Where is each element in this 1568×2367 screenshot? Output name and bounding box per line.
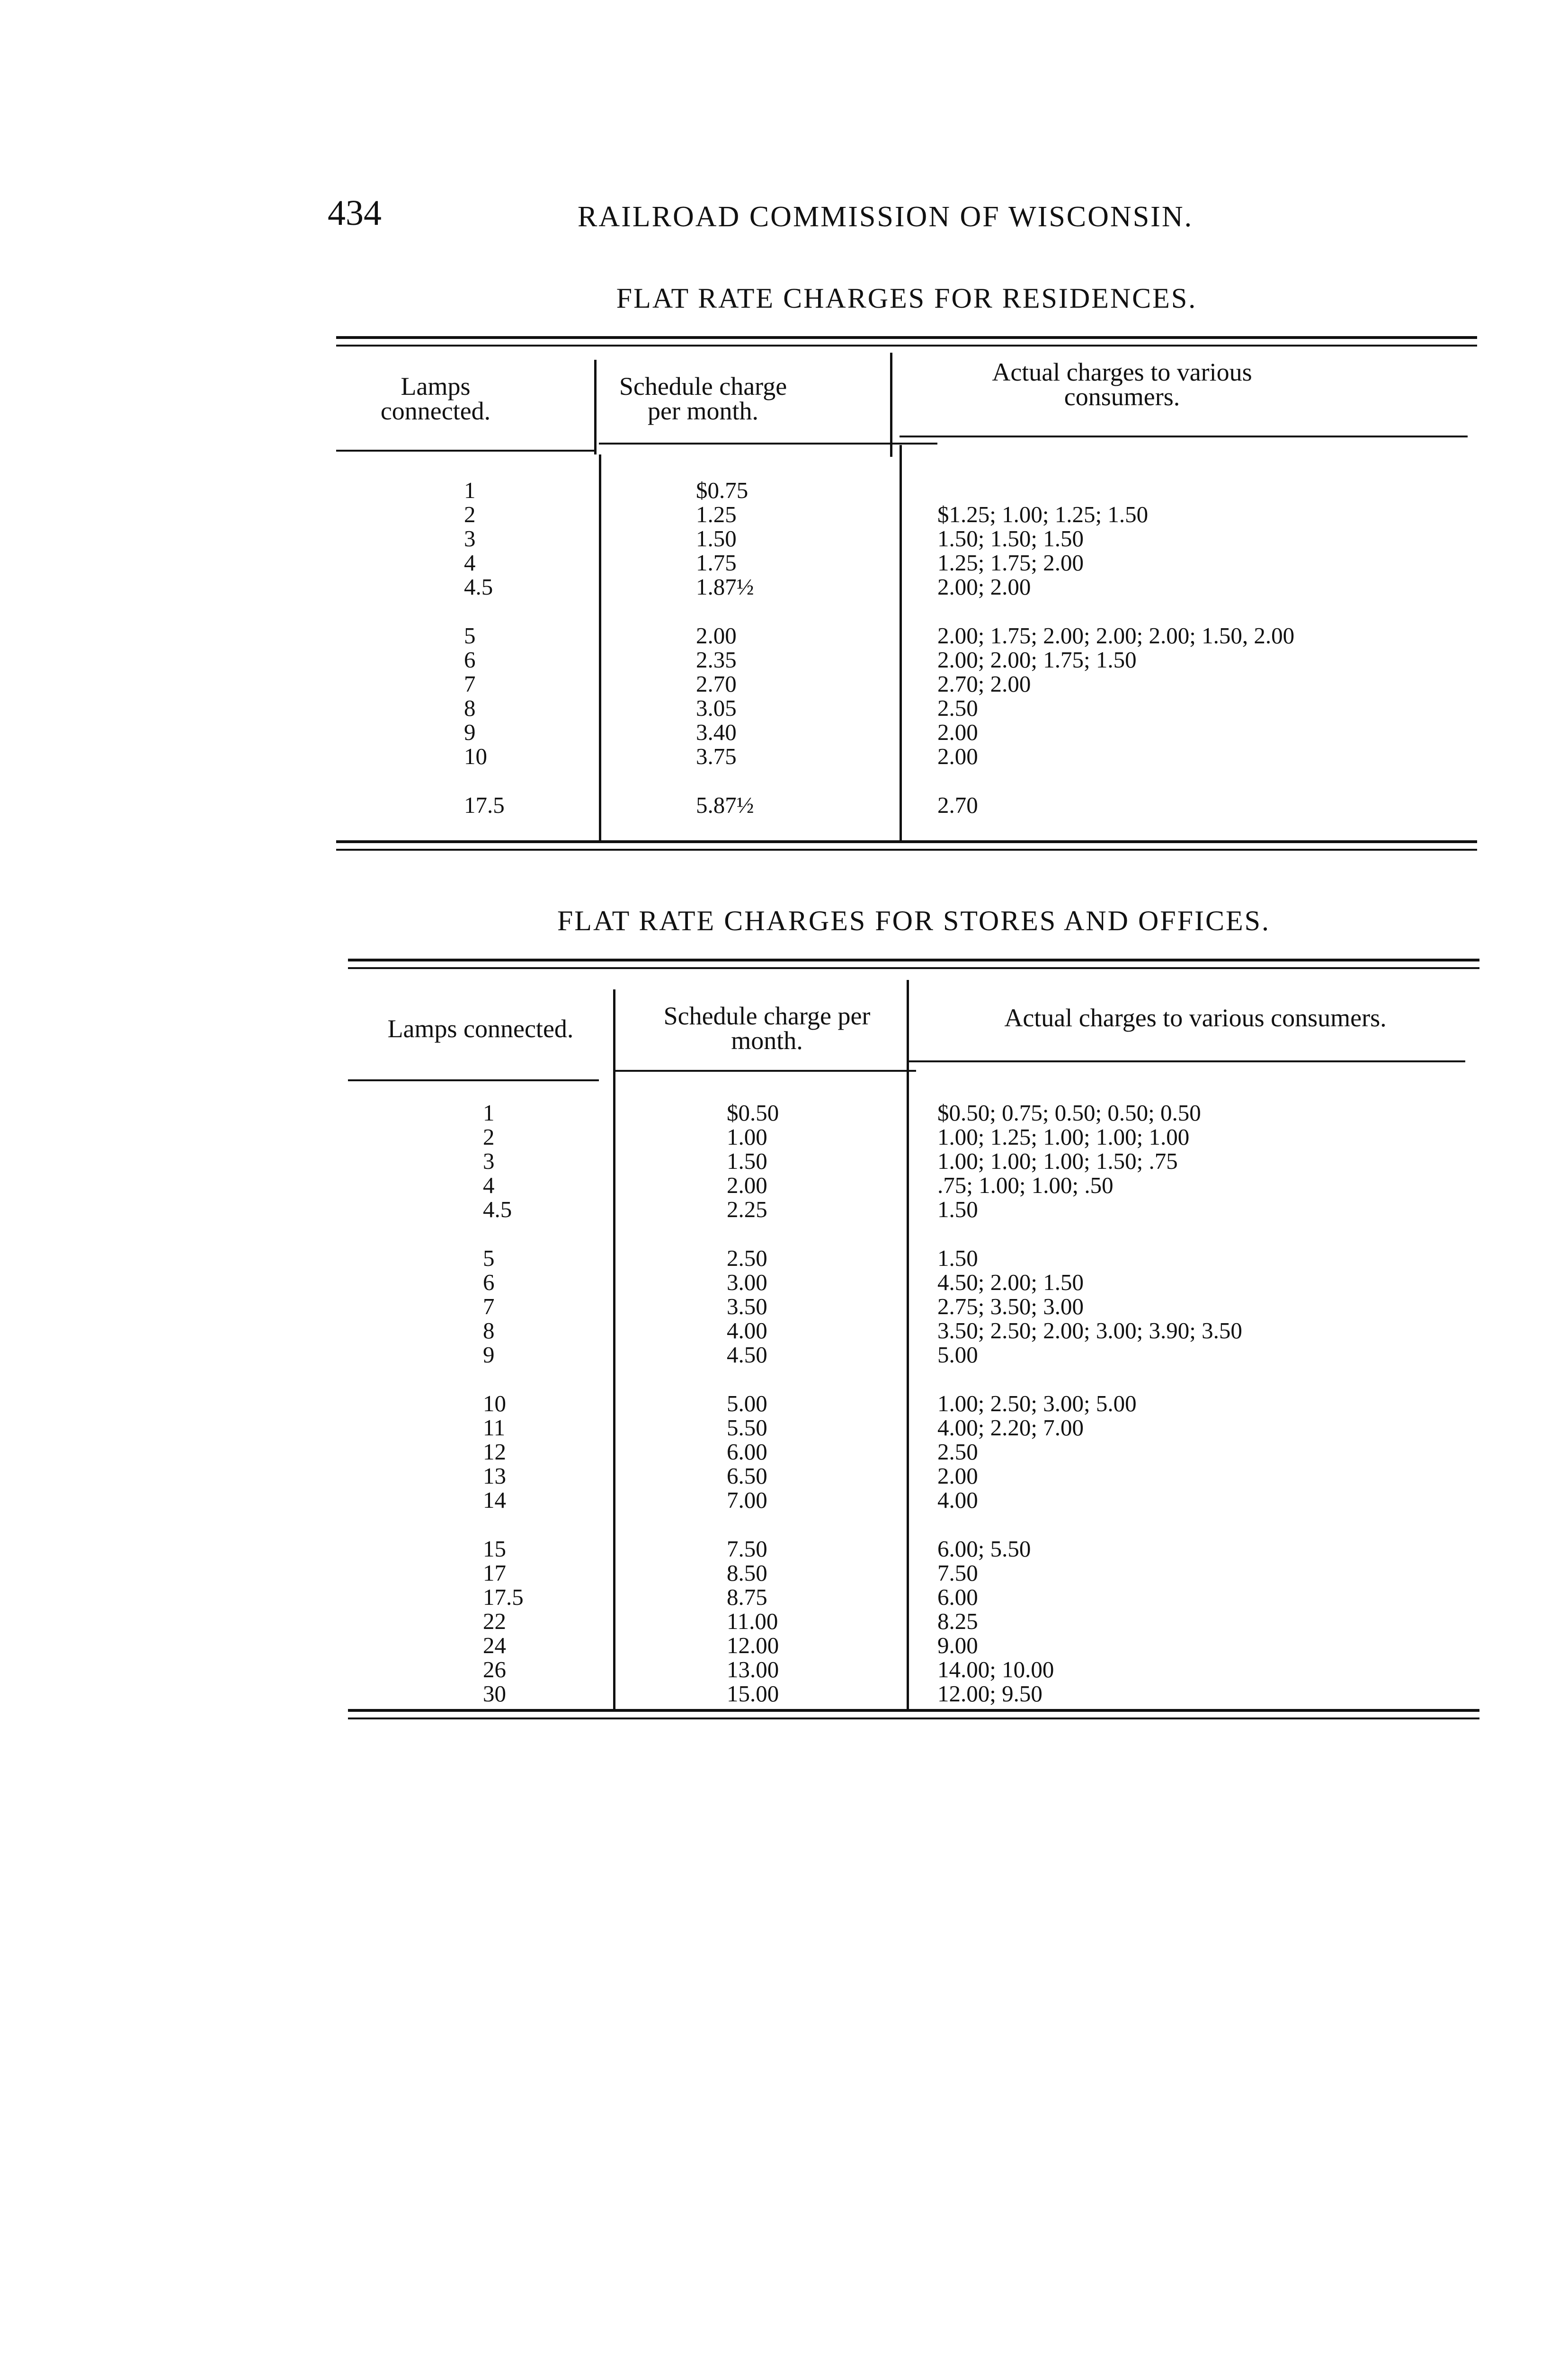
running-title: RAILROAD COMMISSION OF WISCONSIN. [578, 201, 1194, 233]
schedule-cell: 5.87½ [696, 792, 754, 818]
table-row [348, 1633, 1479, 1657]
table-row [336, 526, 1477, 551]
header-underline-lamps [348, 1079, 599, 1081]
table-row [336, 478, 1477, 502]
top-rule-2 [336, 345, 1477, 347]
lamps-cell: 22 [483, 1608, 506, 1634]
schedule-cell: 2.70 [696, 671, 737, 697]
actual-cell: 2.00 [937, 719, 978, 745]
residences-title: FLAT RATE CHARGES FOR RESIDENCES. [616, 283, 1197, 314]
schedule-cell: 6.00 [727, 1439, 767, 1465]
schedule-cell: 4.00 [727, 1317, 767, 1344]
lamps-cell: 12 [483, 1439, 506, 1465]
schedule-cell: 8.50 [727, 1560, 767, 1586]
table-row [348, 1488, 1479, 1512]
lamps-cell: 10 [483, 1390, 506, 1416]
header-underline-schedule [613, 1070, 916, 1072]
lamps-cell: 10 [464, 743, 487, 769]
top-rule [336, 336, 1477, 339]
schedule-cell: 2.25 [727, 1196, 767, 1222]
actual-cell: 4.00 [937, 1487, 978, 1513]
actual-cell: 2.00 [937, 743, 978, 769]
schedule-cell: 15.00 [727, 1681, 779, 1707]
lamps-cell: 2 [464, 501, 476, 527]
actual-cell: 6.00 [937, 1584, 978, 1610]
actual-cell: 8.25 [937, 1608, 978, 1634]
actual-cell: 5.00 [937, 1342, 978, 1368]
lamps-cell: 11 [483, 1415, 506, 1441]
header-underline-actual [900, 436, 1468, 437]
table-row [348, 1125, 1479, 1149]
actual-cell: 2.50 [937, 695, 978, 721]
actual-cell: 7.50 [937, 1560, 978, 1586]
actual-cell: 2.50 [937, 1439, 978, 1465]
header-underline-actual [907, 1060, 1465, 1062]
actual-cell: 2.00; 1.75; 2.00; 2.00; 2.00; 1.50, 2.00 [937, 623, 1295, 649]
page-header [0, 187, 1568, 239]
schedule-cell: 2.50 [727, 1245, 767, 1271]
table-row [348, 1318, 1479, 1343]
schedule-cell: 3.40 [696, 719, 737, 745]
schedule-cell: 3.05 [696, 695, 737, 721]
schedule-cell: $0.50 [727, 1100, 779, 1126]
table-row [336, 502, 1477, 526]
table-row [348, 1391, 1479, 1415]
schedule-cell: 7.00 [727, 1487, 767, 1513]
table-row [348, 1149, 1479, 1173]
schedule-cell: 1.87½ [696, 574, 754, 600]
column-header-actual: Actual charges to various consumers. [1004, 1004, 1387, 1032]
actual-cell: $0.50; 0.75; 0.50; 0.50; 0.50 [937, 1100, 1201, 1126]
table-row [348, 1343, 1479, 1367]
schedule-cell: 2.35 [696, 647, 737, 673]
actual-cell: 14.00; 10.00 [937, 1656, 1054, 1682]
lamps-cell: 6 [483, 1269, 495, 1295]
bottom-rule [348, 1709, 1479, 1712]
table-row [348, 1464, 1479, 1488]
table-row [336, 551, 1477, 575]
actual-cell: 4.50; 2.00; 1.50 [937, 1269, 1084, 1295]
table-row [348, 1657, 1479, 1682]
column-header-lamps: Lamps connected. [380, 372, 491, 425]
lamps-cell: 5 [483, 1245, 495, 1271]
actual-cell: 1.00; 1.00; 1.00; 1.50; .75 [937, 1148, 1178, 1174]
schedule-cell: 11.00 [727, 1608, 778, 1634]
bottom-rule-2 [336, 849, 1477, 851]
lamps-cell: 1 [483, 1100, 495, 1126]
bottom-rule [336, 840, 1477, 843]
table-row [336, 648, 1477, 672]
table-row [348, 1440, 1479, 1464]
group-spacer [348, 1512, 1479, 1537]
table-row [336, 793, 1477, 817]
actual-cell: $1.25; 1.00; 1.25; 1.50 [937, 501, 1149, 527]
schedule-cell: 1.50 [696, 525, 737, 552]
lamps-cell: 6 [464, 647, 476, 673]
lamps-cell: 7 [464, 671, 476, 697]
actual-cell: 1.00; 2.50; 3.00; 5.00 [937, 1390, 1137, 1416]
lamps-cell: 4 [464, 550, 476, 576]
lamps-cell: 30 [483, 1681, 506, 1707]
table-row [348, 1294, 1479, 1318]
group-spacer [336, 599, 1477, 623]
lamps-cell: 8 [483, 1317, 495, 1344]
actual-cell: 2.70; 2.00 [937, 671, 1031, 697]
actual-cell: 6.00; 5.50 [937, 1536, 1031, 1562]
schedule-cell: 1.75 [696, 550, 737, 576]
lamps-cell: 17.5 [464, 792, 505, 818]
schedule-cell: 5.50 [727, 1415, 767, 1441]
table-row [336, 720, 1477, 744]
header-underline-lamps [336, 450, 594, 452]
schedule-cell: 3.50 [727, 1293, 767, 1319]
actual-cell: 1.00; 1.25; 1.00; 1.00; 1.00 [937, 1124, 1190, 1150]
table-row [348, 1609, 1479, 1633]
schedule-cell: 3.00 [727, 1269, 767, 1295]
group-spacer [348, 1221, 1479, 1246]
table-row [348, 1537, 1479, 1561]
schedule-cell: 7.50 [727, 1536, 767, 1562]
table-row [336, 672, 1477, 696]
table-row [348, 1270, 1479, 1294]
table-row [336, 575, 1477, 599]
table-row [348, 1561, 1479, 1585]
lamps-cell: 9 [483, 1342, 495, 1368]
bottom-rule-2 [348, 1717, 1479, 1719]
schedule-cell: 2.00 [727, 1172, 767, 1198]
table-row [348, 1101, 1479, 1125]
group-spacer [336, 768, 1477, 793]
table-row [348, 1173, 1479, 1197]
stores-title: FLAT RATE CHARGES FOR STORES AND OFFICES. [557, 905, 1271, 936]
column-header-schedule: Schedule charge per month. [663, 1002, 871, 1055]
residences-table [336, 279, 1477, 866]
lamps-cell: 14 [483, 1487, 506, 1513]
schedule-cell: 1.25 [696, 501, 737, 527]
actual-cell: 4.00; 2.20; 7.00 [937, 1415, 1084, 1441]
schedule-cell: 12.00 [727, 1632, 779, 1658]
actual-cell: 1.50 [937, 1196, 978, 1222]
actual-cell: 2.00 [937, 1463, 978, 1489]
header-underline-schedule [599, 443, 937, 445]
schedule-cell: 1.00 [727, 1124, 767, 1150]
lamps-cell: 24 [483, 1632, 506, 1658]
table-row [348, 1585, 1479, 1609]
schedule-cell: $0.75 [696, 477, 748, 503]
stores-rows [348, 1101, 1479, 1706]
lamps-cell: 5 [464, 623, 476, 649]
lamps-cell: 4.5 [464, 574, 493, 600]
lamps-cell: 13 [483, 1463, 506, 1489]
schedule-cell: 1.50 [727, 1148, 767, 1174]
lamps-cell: 17 [483, 1560, 506, 1586]
lamps-cell: 4 [483, 1172, 495, 1198]
lamps-cell: 3 [483, 1148, 495, 1174]
group-spacer [348, 1367, 1479, 1391]
table-row [348, 1246, 1479, 1270]
lamps-cell: 7 [483, 1293, 495, 1319]
schedule-cell: 6.50 [727, 1463, 767, 1489]
lamps-cell: 26 [483, 1656, 506, 1682]
actual-cell: 2.00; 2.00 [937, 574, 1031, 600]
actual-cell: 2.70 [937, 792, 978, 818]
actual-cell: 3.50; 2.50; 2.00; 3.00; 3.90; 3.50 [937, 1317, 1242, 1344]
actual-cell: 1.50 [937, 1245, 978, 1271]
schedule-cell: 2.00 [696, 623, 737, 649]
table-row [348, 1197, 1479, 1221]
schedule-cell: 5.00 [727, 1390, 767, 1416]
actual-cell: 9.00 [937, 1632, 978, 1658]
top-rule [348, 959, 1479, 961]
residences-rows [336, 478, 1477, 817]
column-header-schedule: Schedule charge per month. [619, 372, 787, 425]
lamps-cell: 1 [464, 477, 476, 503]
schedule-cell: 3.75 [696, 743, 737, 769]
lamps-cell: 2 [483, 1124, 495, 1150]
table-row [336, 623, 1477, 648]
lamps-cell: 15 [483, 1536, 506, 1562]
schedule-cell: 8.75 [727, 1584, 767, 1610]
actual-cell: 1.50; 1.50; 1.50 [937, 525, 1084, 552]
stores-table [348, 902, 1479, 1754]
column-divider [594, 360, 597, 454]
lamps-cell: 17.5 [483, 1584, 524, 1610]
lamps-cell: 9 [464, 719, 476, 745]
actual-cell: 2.75; 3.50; 3.00 [937, 1293, 1084, 1319]
actual-cell: 12.00; 9.50 [937, 1681, 1042, 1707]
column-header-actual: Actual charges to various consumers. [992, 358, 1252, 411]
column-header-lamps: Lamps connected. [387, 1014, 574, 1043]
top-rule-2 [348, 967, 1479, 969]
actual-cell: 2.00; 2.00; 1.75; 1.50 [937, 647, 1137, 673]
actual-cell: .75; 1.00; 1.00; .50 [937, 1172, 1114, 1198]
column-divider [890, 353, 892, 457]
lamps-cell: 8 [464, 695, 476, 721]
table-row [348, 1415, 1479, 1440]
table-row [336, 696, 1477, 720]
lamps-cell: 4.5 [483, 1196, 512, 1222]
actual-cell: 1.25; 1.75; 2.00 [937, 550, 1084, 576]
table-row [336, 744, 1477, 768]
lamps-cell: 3 [464, 525, 476, 552]
schedule-cell: 13.00 [727, 1656, 779, 1682]
table-row [348, 1682, 1479, 1706]
schedule-cell: 4.50 [727, 1342, 767, 1368]
page-number: 434 [328, 193, 382, 233]
